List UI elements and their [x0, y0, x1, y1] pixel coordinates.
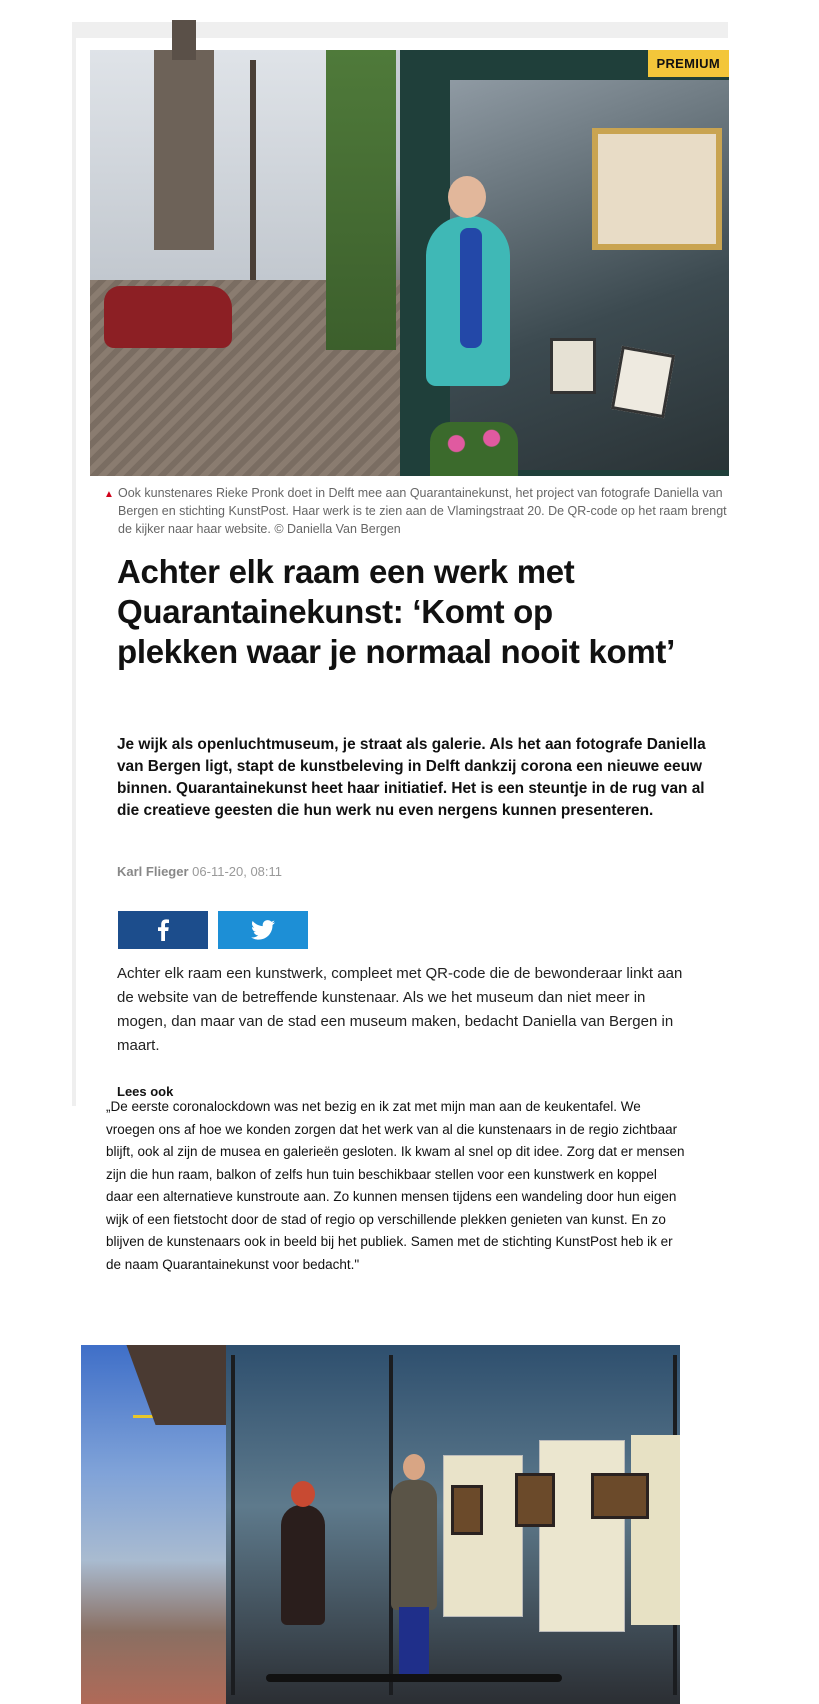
woman-figure	[281, 1505, 325, 1625]
hero-photo[interactable]	[90, 50, 729, 476]
premium-badge: PREMIUM	[648, 50, 730, 77]
article-title: Achter elk raam een werk met Quarantainekunst: ‘Komt op plekken waar je normaal nooit komt’	[117, 553, 675, 670]
publish-date: 06-11-20, 08:11	[192, 864, 283, 879]
lees-ook-heading	[117, 1082, 257, 1089]
second-photo[interactable]	[81, 1345, 680, 1704]
facebook-icon	[156, 919, 170, 941]
author-name[interactable]: Karl Flieger	[117, 864, 189, 879]
byline	[117, 864, 282, 879]
painting-in-window	[592, 128, 722, 250]
article-intro: Je wijk als openluchtmuseum, je straat als galerie. Als het aan fotografe Daniella van Bergen ligt, stapt de kunstbeleving in Delft dankzij corona een nieuwe eeuw binnen. Quarantainekunst heet haar initiatief. Het is een steuntje in de rug van al die creatieve geesten die hun werk nu even nergens kunnen presenteren.	[117, 736, 706, 819]
parked-car	[104, 286, 232, 348]
caption-text: Ook kunstenares Rieke Pronk doet in Delft mee aan Quarantainekunst, het project van fotografe Daniella van Bergen en stichting KunstPost. Haar werk is te zien aan de Vlamingstraat 20. De QR-code op het raam brengt de kijker naar haar website. © Daniella Van Bergen	[118, 486, 727, 536]
man-figure	[391, 1480, 437, 1610]
twitter-share-button[interactable]	[218, 911, 308, 949]
home-indicator[interactable]	[266, 1674, 562, 1682]
church-tower	[154, 50, 214, 250]
article-body-paragraph: Achter elk raam een kunstwerk, compleet met QR-code die de bewonderaar linkt aan de website van de betreffende kunstenaar. Als we het museum dan niet meer in mogen, dan maar van de stad een museum maken, bedacht Daniella van Bergen in maart.	[117, 965, 683, 1054]
caption-triangle-icon: ▲	[104, 489, 114, 500]
quote-paragraph: „De eerste coronalockdown was net bezig en ik zat met mijn man aan de keukentafel. We vroegen ons af hoe we konden zorgen dat het werk van al die kunstenaars in de regio zichtbaar blijft, ook al zijn de musea en galerieën gesloten. Ik kwam al snel op dit idee. Zorg dat er mensen zijn die hun raam, balkon of zelfs hun tuin beschikbaar stellen voor een kunstwerk en koppel daar een alternatieve kunstroute aan. Zo kunnen mensen tijdens een wandeling door hun eigen wijk of een fietstocht door de stad of regio op verschillende plekken genieten van kunst. En zo blijven de kunstenaars ook in beeld bij het publiek. Samen met de stichting KunstPost heb ik er de naam Quarantainekunst voor bedacht."	[106, 1099, 685, 1272]
twitter-icon	[251, 920, 275, 940]
facebook-share-button[interactable]	[118, 911, 208, 949]
photo-caption	[104, 484, 728, 538]
